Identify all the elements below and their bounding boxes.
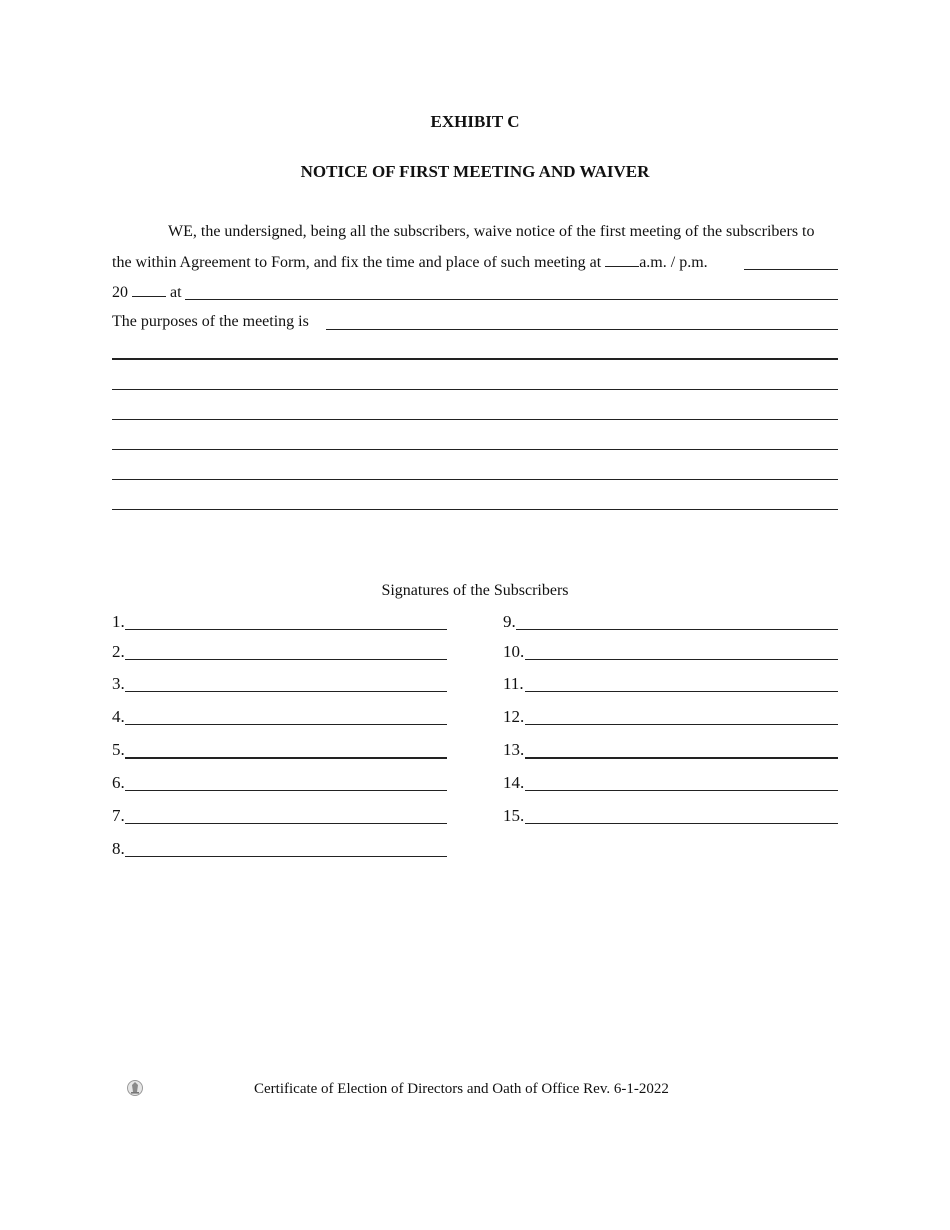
waiver-text-line-3 bbox=[112, 284, 182, 302]
signature-line[interactable] bbox=[125, 724, 447, 725]
meeting-place-field[interactable] bbox=[185, 299, 838, 300]
signature-number: 11. bbox=[503, 674, 524, 693]
signature-line[interactable] bbox=[525, 790, 838, 791]
signature-number: 3. bbox=[112, 674, 125, 693]
signature-line[interactable] bbox=[125, 823, 447, 824]
footer-text: Certificate of Election of Directors and Oath of Office Rev. 6-1-2022 bbox=[254, 1081, 669, 1097]
state-seal-icon bbox=[126, 1079, 144, 1097]
meeting-time-field[interactable] bbox=[605, 265, 639, 267]
signature-line[interactable] bbox=[125, 757, 447, 759]
signature-number: 4. bbox=[112, 707, 125, 726]
signature-number: 2. bbox=[112, 642, 125, 661]
waiver-text-line-1: WE, the undersigned, being all the subscribers, waive notice of the first meeting of the subscribers to bbox=[168, 223, 815, 240]
meeting-date-field[interactable] bbox=[744, 269, 838, 270]
signature-line[interactable] bbox=[525, 757, 838, 759]
signature-line[interactable] bbox=[525, 823, 838, 824]
purposes-blank-line-5[interactable] bbox=[112, 479, 838, 480]
exhibit-title: EXHIBIT C bbox=[430, 112, 520, 131]
signature-number: 8. bbox=[112, 839, 125, 858]
purposes-blank-line-4[interactable] bbox=[112, 449, 838, 450]
waiver-text-line-2a: the within Agreement to Form, and fix the time and place of such meeting at bbox=[112, 254, 602, 271]
signatures-title: Signatures of the Subscribers bbox=[381, 582, 569, 599]
purposes-blank-line-1[interactable] bbox=[112, 358, 838, 360]
year-prefix: 20 bbox=[112, 284, 128, 301]
signature-line[interactable] bbox=[125, 856, 447, 857]
purposes-label: The purposes of the meeting is bbox=[112, 313, 309, 330]
signature-number: 15. bbox=[503, 806, 525, 825]
signature-number: 14. bbox=[503, 773, 525, 792]
signature-number: 13. bbox=[503, 740, 525, 759]
signature-line[interactable] bbox=[125, 691, 447, 692]
purposes-blank-line-2[interactable] bbox=[112, 389, 838, 390]
signature-line[interactable] bbox=[125, 629, 447, 630]
signature-number: 7. bbox=[112, 806, 125, 825]
signature-line[interactable] bbox=[125, 659, 447, 660]
signature-number: 6. bbox=[112, 773, 125, 792]
notice-title: NOTICE OF FIRST MEETING AND WAIVER bbox=[300, 162, 650, 181]
signature-line[interactable] bbox=[525, 691, 838, 692]
signature-number: 1. bbox=[112, 612, 125, 631]
signature-line[interactable] bbox=[525, 724, 838, 725]
signature-line[interactable] bbox=[525, 659, 838, 660]
signature-line[interactable] bbox=[125, 790, 447, 791]
at-label: at bbox=[170, 284, 182, 301]
waiver-text-line-2 bbox=[112, 254, 708, 272]
signature-line[interactable] bbox=[516, 629, 838, 630]
purposes-blank-line-3[interactable] bbox=[112, 419, 838, 420]
signature-number: 5. bbox=[112, 740, 125, 759]
signature-number: 10. bbox=[503, 642, 525, 661]
purposes-blank-line-6[interactable] bbox=[112, 509, 838, 510]
am-pm-label: a.m. / p.m. bbox=[639, 254, 708, 271]
signature-number: 9. bbox=[503, 612, 516, 631]
signature-number: 12. bbox=[503, 707, 525, 726]
meeting-year-field[interactable] bbox=[132, 295, 166, 297]
purposes-field[interactable] bbox=[326, 329, 838, 330]
